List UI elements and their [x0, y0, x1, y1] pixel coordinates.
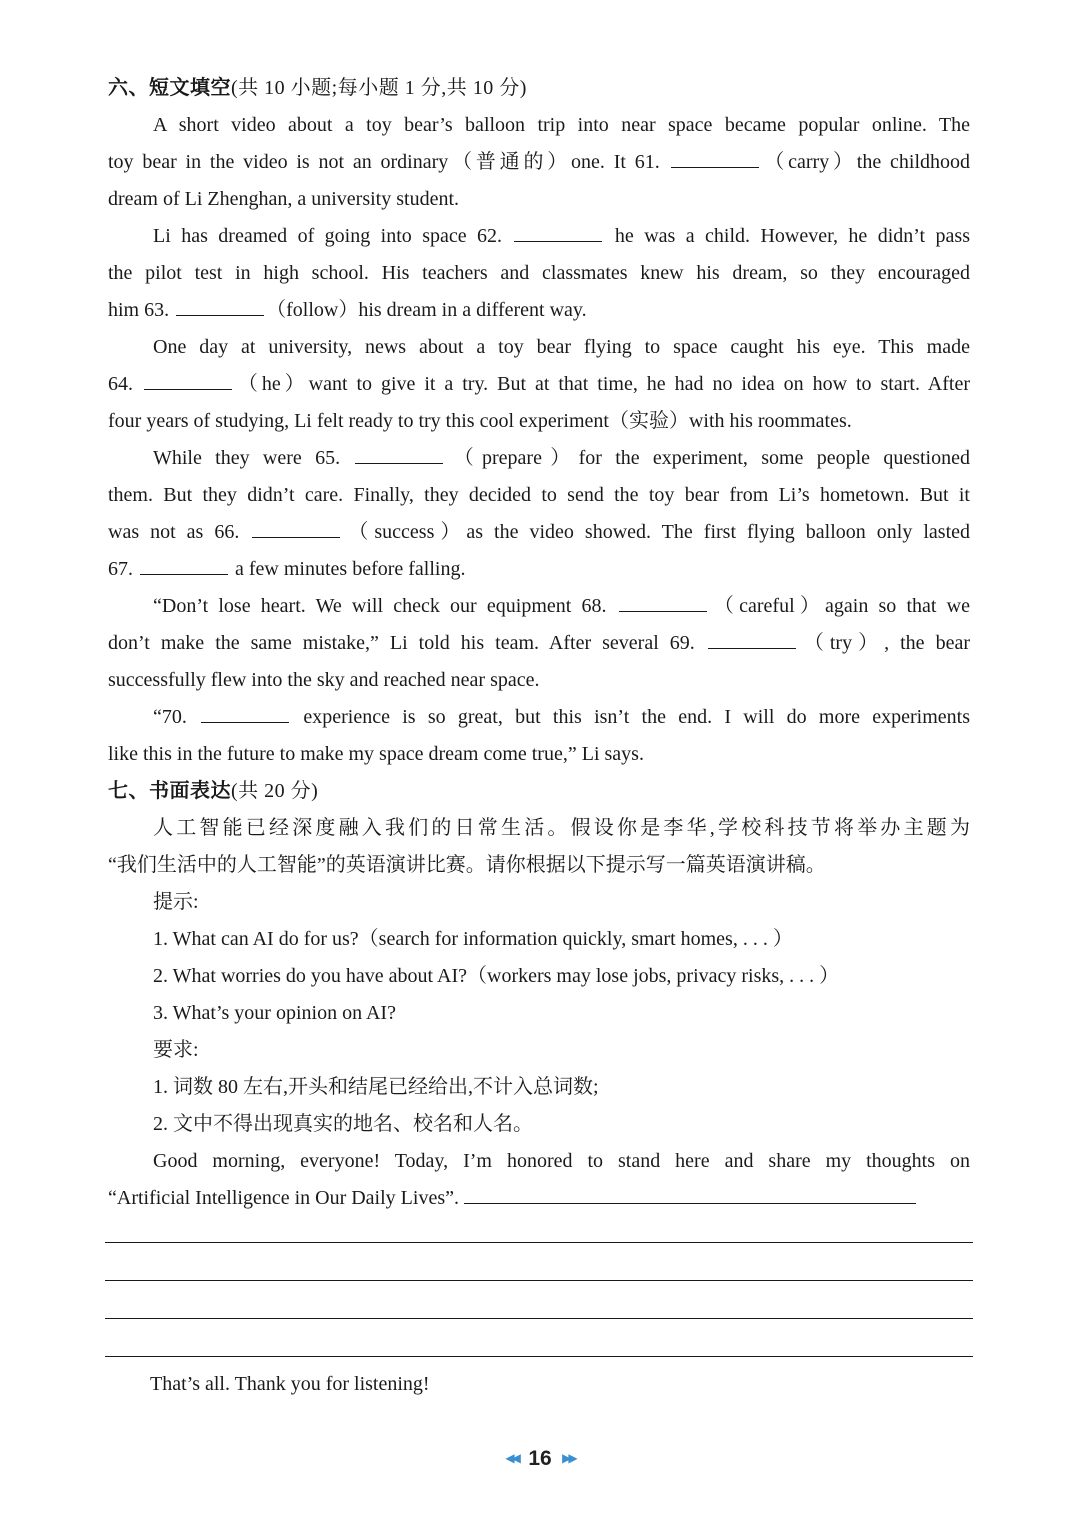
hint-label: 提示:: [153, 891, 199, 913]
passage-text: 64.: [108, 373, 142, 395]
passage-line: [108, 366, 970, 403]
opening-line: Good morning, everyone! Today, I’m honored to stand here and share my thoughts on: [153, 1150, 970, 1172]
passage-line: [108, 588, 970, 625]
section-7-instructions: [108, 810, 970, 1143]
requirement-item: 1. 词数 80 左右,开头和结尾已经给出,不计入总词数;: [153, 1076, 599, 1098]
section-6-scoring: (共 10 小题;每小题 1 分,共 10 分): [231, 77, 527, 99]
passage-text: them. But they didn’t care. Finally, they decided to send the toy bear from Li’s hometown. But it: [108, 484, 970, 506]
passage-text: four years of studying, Li felt ready to try this cool experiment（实验）with his roommates.: [108, 410, 852, 432]
passage-text: A short video about a toy bear’s balloon trip into near space became popular online. The: [153, 114, 970, 136]
passage-text: experience is so great, but this isn’t the end. I will do more experiments: [291, 706, 970, 728]
section-7-heading: [108, 773, 970, 810]
opening-text: “Artificial Intelligence in Our Daily Lives”.: [108, 1187, 464, 1209]
passage-text: （prepare）for the experiment, some people questioned: [445, 447, 970, 469]
answer-blank[interactable]: [144, 371, 232, 390]
section-6-title: 六、短文填空: [108, 77, 231, 99]
answer-blank[interactable]: [355, 445, 443, 464]
answer-blank[interactable]: [201, 704, 289, 723]
passage-line: [108, 292, 970, 329]
writing-line[interactable]: [105, 1280, 973, 1281]
passage-line: [108, 255, 970, 292]
passage-paragraph: [108, 107, 970, 218]
passage-text: was not as 66.: [108, 521, 251, 543]
passage-text: him 63.: [108, 299, 175, 321]
passage-line: [108, 625, 970, 662]
passage-text: like this in the future to make my space dream come true,” Li says.: [108, 743, 644, 765]
instruction-line: 人工智能已经深度融入我们的日常生活。假设你是李华,学校科技节将举办主题为: [153, 817, 970, 839]
page-number: 16: [528, 1447, 552, 1470]
passage-text: don’t make the same mistake,” Li told his team. After several 69.: [108, 632, 706, 654]
passage-line: [108, 662, 970, 699]
passage-line: [108, 440, 970, 477]
passage-line: [108, 551, 970, 588]
passage-text: Li has dreamed of going into space 62.: [153, 225, 513, 247]
next-arrows-icon: ▶▶: [562, 1451, 575, 1465]
exam-page: [108, 70, 970, 1217]
previous-arrows-icon: ◀◀: [505, 1451, 518, 1465]
passage-text: the pilot test in high school. His teachers and classmates knew his dream, so they encouraged: [108, 262, 970, 284]
passage-paragraph: [108, 329, 970, 440]
requirement-item: 2. 文中不得出现真实的地名、校名和人名。: [153, 1113, 533, 1135]
passage-text: （success）as the video showed. The first flying balloon only lasted: [342, 521, 970, 543]
answer-blank[interactable]: [619, 593, 707, 612]
section-7-title: 七、书面表达: [108, 780, 231, 802]
passage-text: （try）, the bear: [797, 632, 970, 654]
answer-blank[interactable]: [176, 297, 264, 316]
answer-blank[interactable]: [671, 149, 759, 168]
passage-paragraph: [108, 588, 970, 699]
passage-text: successfully flew into the sky and reached near space.: [108, 669, 540, 691]
essay-opening: [108, 1143, 970, 1217]
passage-text: （careful）again so that we: [708, 595, 970, 617]
passage-text: （follow）his dream in a different way.: [266, 299, 587, 321]
instruction-line: “我们生活中的人工智能”的英语演讲比赛。请你根据以下提示写一篇英语演讲稿。: [108, 854, 826, 876]
passage-line: [108, 107, 970, 144]
writing-line[interactable]: [105, 1242, 973, 1243]
passage-line: [108, 403, 970, 440]
hint-item: 2. What worries do you have about AI?（workers may lose jobs, privacy risks, . . . ）: [153, 965, 840, 987]
passage-line: [108, 144, 970, 181]
passage-text: dream of Li Zhenghan, a university student.: [108, 188, 460, 210]
answer-blank[interactable]: [252, 519, 340, 538]
opening-line-2: [108, 1180, 970, 1217]
answer-blank[interactable]: [514, 223, 602, 242]
passage-line: [108, 329, 970, 366]
passage-line: [108, 181, 970, 218]
answer-blank[interactable]: [708, 630, 796, 649]
passage-text: （carry）the childhood: [760, 151, 971, 173]
section-6-heading: [108, 70, 970, 107]
passage-text: One day at university, news about a toy bear flying to space caught his eye. This made: [153, 336, 970, 358]
writing-line[interactable]: [105, 1356, 973, 1357]
passage-text: toy bear in the video is not an ordinary（普通的）one. It 61.: [108, 151, 669, 173]
page-footer: [0, 1447, 1080, 1471]
passage-line: [108, 218, 970, 255]
passage-paragraph: [108, 440, 970, 588]
passage-line: [108, 736, 970, 773]
passage-text: “70.: [153, 706, 200, 728]
section-6-passage: [108, 107, 970, 773]
writing-blank-inline[interactable]: [464, 1183, 916, 1204]
section-7-scoring: (共 20 分): [231, 780, 319, 802]
passage-line: [108, 477, 970, 514]
passage-paragraph: [108, 218, 970, 329]
hint-item: 1. What can AI do for us?（search for information quickly, smart homes, . . . ）: [153, 928, 793, 950]
passage-text: While they were 65.: [153, 447, 354, 469]
passage-text: 67.: [108, 558, 138, 580]
writing-line[interactable]: [105, 1318, 973, 1319]
requirement-label: 要求:: [153, 1039, 199, 1061]
passage-text: （he）want to give it a try. But at that time, he had no idea on how to start. After: [233, 373, 970, 395]
hint-item: 3. What’s your opinion on AI?: [153, 1002, 396, 1024]
answer-blank[interactable]: [140, 556, 228, 575]
passage-line: [108, 514, 970, 551]
essay-closing: That’s all. Thank you for listening!: [150, 1373, 430, 1395]
passage-paragraph: [108, 699, 970, 773]
passage-text: a few minutes before falling.: [230, 558, 466, 580]
passage-text: “Don’t lose heart. We will check our equipment 68.: [153, 595, 617, 617]
passage-text: he was a child. However, he didn’t pass: [604, 225, 970, 247]
passage-line: [108, 699, 970, 736]
